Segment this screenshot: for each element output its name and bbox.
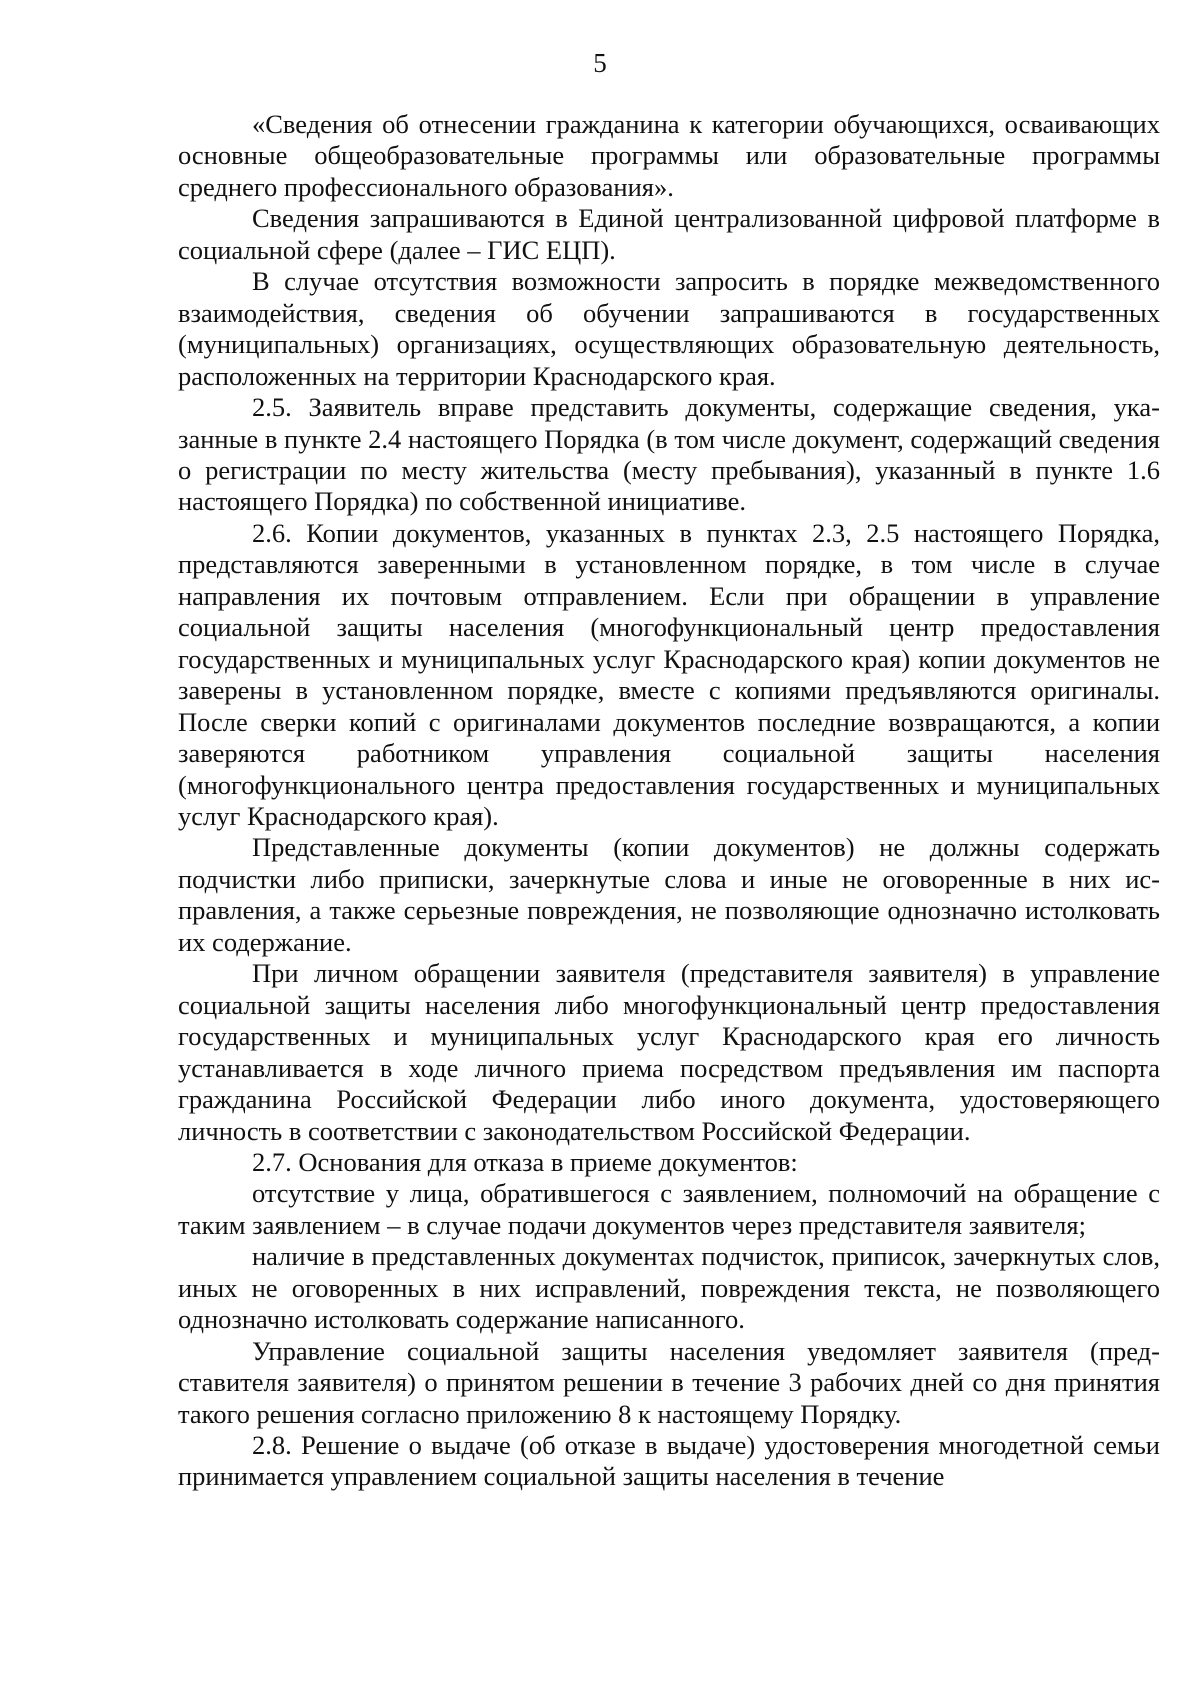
paragraph-refusal-authority: отсутствие у лица, обратившегося с заявлением, полномочий на обращение с таким заявлением – в случае подачи документов через представителя заявителя; <box>178 1178 1160 1240</box>
paragraph-2-6: 2.6. Копии документов, указанных в пунктах 2.3, 2.5 настоящего Порядка, представляются заверенными в установленном порядке, в том числе в случае направления их почтовым отправлением. Если при обращении в управление социальной защиты населения (многофункциональный центр предоставления государственных и муниципальных услуг Краснодарского края) копии документов не заверены в установленном порядке, вместе с копиями предъявляются оригиналы. После сверки копий с оригиналами документов последние возвращаются, а копии заверяются работником управления социальной защиты населения (многофункционального центра предоставления государственных и муниципальных услуг Краснодарского края). <box>178 517 1160 831</box>
paragraph-2-5: 2.5. Заявитель вправе представить документы, содержащие сведения, указанные в пункте 2.4 настоящего Порядка (в том числе документ, содержащий сведения о регистрации по месту жительства (месту пребывания), указанный в пункте 1.6 настоящего Порядка) по собственной инициативе. <box>178 392 1160 517</box>
paragraph-personal-visit: При личном обращении заявителя (представителя заявителя) в управление социальной защиты населения либо многофункциональный центр предоставления государственных и муниципальных услуг Краснодарского края его личность устанавливается в ходе личного приема посредством предъявления им паспорта гражданина Российской Федерации либо иного документа, удостоверяющего личность в соответствии с законодательством Российской Федерации. <box>178 958 1160 1146</box>
paragraph-notification: Управление социальной защиты населения уведомляет заявителя (представителя заявителя) о принятом решении в течение 3 рабочих дней со дня принятия такого решения согласно приложению 8 к настоящему Порядку. <box>178 1335 1160 1429</box>
paragraph-refusal-corrections: наличие в представленных документах подчисток, приписок, зачеркнутых слов, иных не оговоренных в них исправлений, повреждения текста, не позволяющего однозначно истолковать содержание написанного. <box>178 1241 1160 1335</box>
paragraph-2-7: 2.7. Основания для отказа в приеме документов: <box>252 1146 798 1177</box>
paragraph-2-8: 2.8. Решение о выдаче (об отказе в выдаче) удостоверения многодетной семьи принимается управлением социальной защиты населения в течение <box>178 1430 1160 1492</box>
page-number: 5 <box>593 48 607 78</box>
paragraph-education-info: «Сведения об отнесении гражданина к категории обучающихся, осваивающих основные общеобразовательные программы или образовательные программы среднего профессионального образования». <box>178 109 1160 202</box>
paragraph-documents-requirements: Представленные документы (копии документов) не должны содержать подчистки либо приписки, зачеркнутые слова и иные не оговоренные в них исправления, а также серьезные повреждения, не позволяющие однозначно истолковать их содержание. <box>178 832 1160 957</box>
paragraph-gis-ecp: Сведения запрашиваются в Единой централизованной цифровой платформе в социальной сфере (далее – ГИС ЕЦП). <box>178 203 1160 265</box>
document-body <box>178 109 1160 1493</box>
paragraph-interagency: В случае отсутствия возможности запросить в порядке межведомственного взаимодействия, сведения об обучении запрашиваются в государственных (муниципальных) организациях, осуществляющих образовательную деятельность, расположенных на территории Краснодарского края. <box>178 266 1160 391</box>
